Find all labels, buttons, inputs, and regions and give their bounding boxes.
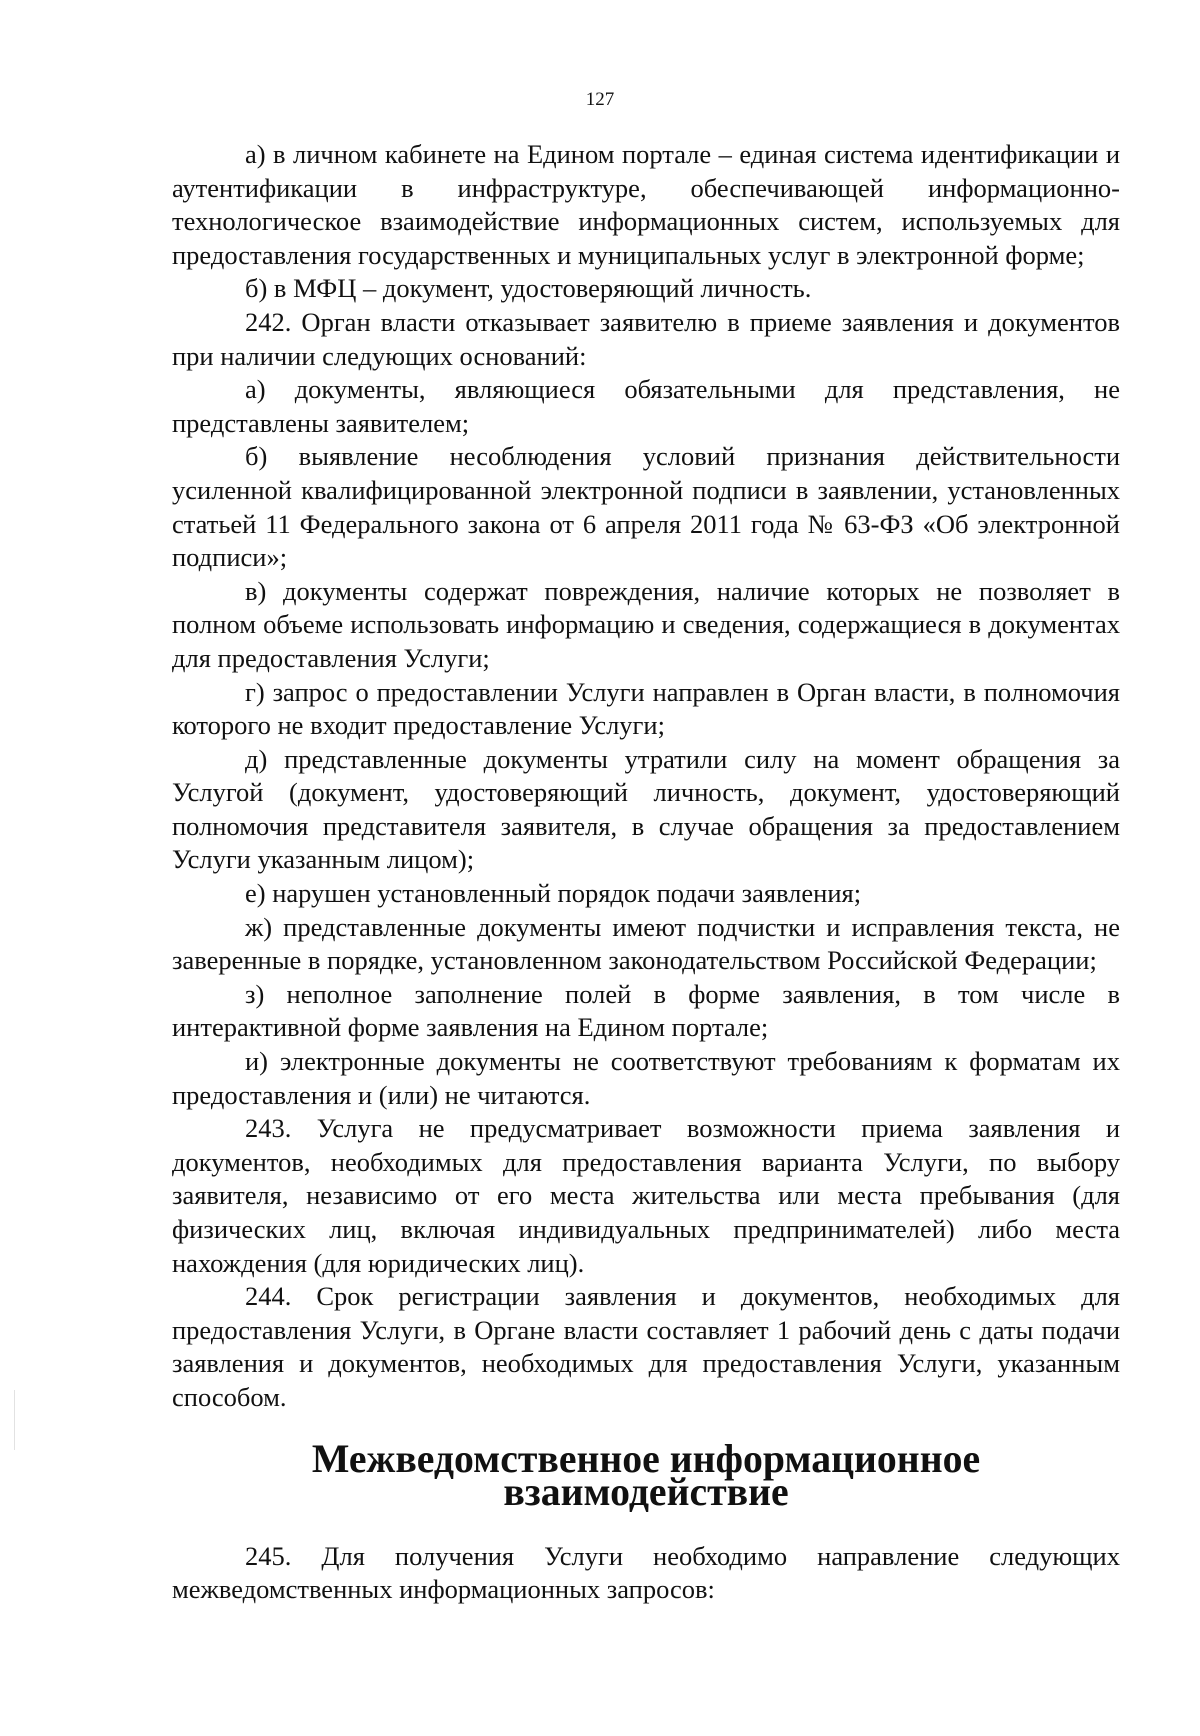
paragraph-clause-242: 242. Орган власти отказывает заявителю в приеме заявления и документов при наличии следующих оснований: (172, 306, 1120, 371)
paragraph-clause-243: 243. Услуга не предусматривает возможности приема заявления и документов, необходимых для предоставления варианта Услуги, по выбору заявителя, независимо от его места жительства или места пребывания (для физических лиц, включая индивидуальных предпринимателей) либо места нахождения (для юридических лиц). (172, 1113, 1120, 1278)
paragraph-ground-v: в) документы содержат повреждения, наличие которых не позволяет в полном объеме использовать информацию и сведения, содержащиеся в документах для предоставления Услуги; (172, 575, 1120, 673)
paragraph-ground-b: б) выявление несоблюдения условий признания действительности усиленной квалифицированной электронной подписи в заявлении, установленных статьей 11 Федерального закона от 6 апреля 2011 года № 63-ФЗ «Об электронной подписи»; (172, 441, 1120, 573)
paragraph-ground-d: д) представленные документы утратили силу на момент обращения за Услугой (документ, удостоверяющий личность, документ, удостоверяющий полномочия представителя заявителя, в случае обращения за предоставлением Услуги указанным лицом); (172, 743, 1120, 875)
page-body (172, 138, 1120, 1607)
paragraph-ground-e: е) нарушен установленный порядок подачи заявления; (245, 878, 862, 909)
paragraph-ground-i: и) электронные документы не соответствуют требованиям к форматам их предоставления и (или) не читаются. (172, 1046, 1120, 1110)
paragraph-item-a-cabinet: а) в личном кабинете на Едином портале – единая система идентификации и аутентификации в инфраструктуре, обеспечивающей информационно-технологическое взаимодействие информационных систем, используемых для предоставления государственных и муниципальных услуг в электронной форме; (172, 139, 1120, 270)
paragraph-ground-a: а) документы, являющиеся обязательными для представления, не представлены заявителем; (172, 374, 1120, 438)
paragraph-clause-244: 244. Срок регистрации заявления и документов, необходимых для предоставления Услуги, в Органе власти составляет 1 рабочий день с даты подачи заявления и документов, необходимых для предоставления Услуги, указанным способом. (172, 1281, 1120, 1412)
section-heading: Межведомственное информационное взаимодействие (311, 1436, 981, 1515)
paragraph-item-b-mfc: б) в МФЦ – документ, удостоверяющий личность. (245, 273, 812, 304)
scan-edge-mark (14, 1390, 15, 1450)
paragraph-clause-245: 245. Для получения Услуги необходимо направление следующих межведомственных информационных запросов: (172, 1540, 1120, 1605)
paragraph-ground-z: з) неполное заполнение полей в форме заявления, в том числе в интерактивной форме заявления на Едином портале; (172, 978, 1120, 1043)
page-number: 127 (585, 89, 615, 110)
paragraph-ground-g: г) запрос о предоставлении Услуги направлен в Орган власти, в полномочия которого не входит предоставление Услуги; (172, 676, 1120, 741)
paragraph-ground-zh: ж) представленные документы имеют подчистки и исправления текста, не заверенные в порядке, установленном законодательством Российской Федерации; (172, 911, 1120, 976)
